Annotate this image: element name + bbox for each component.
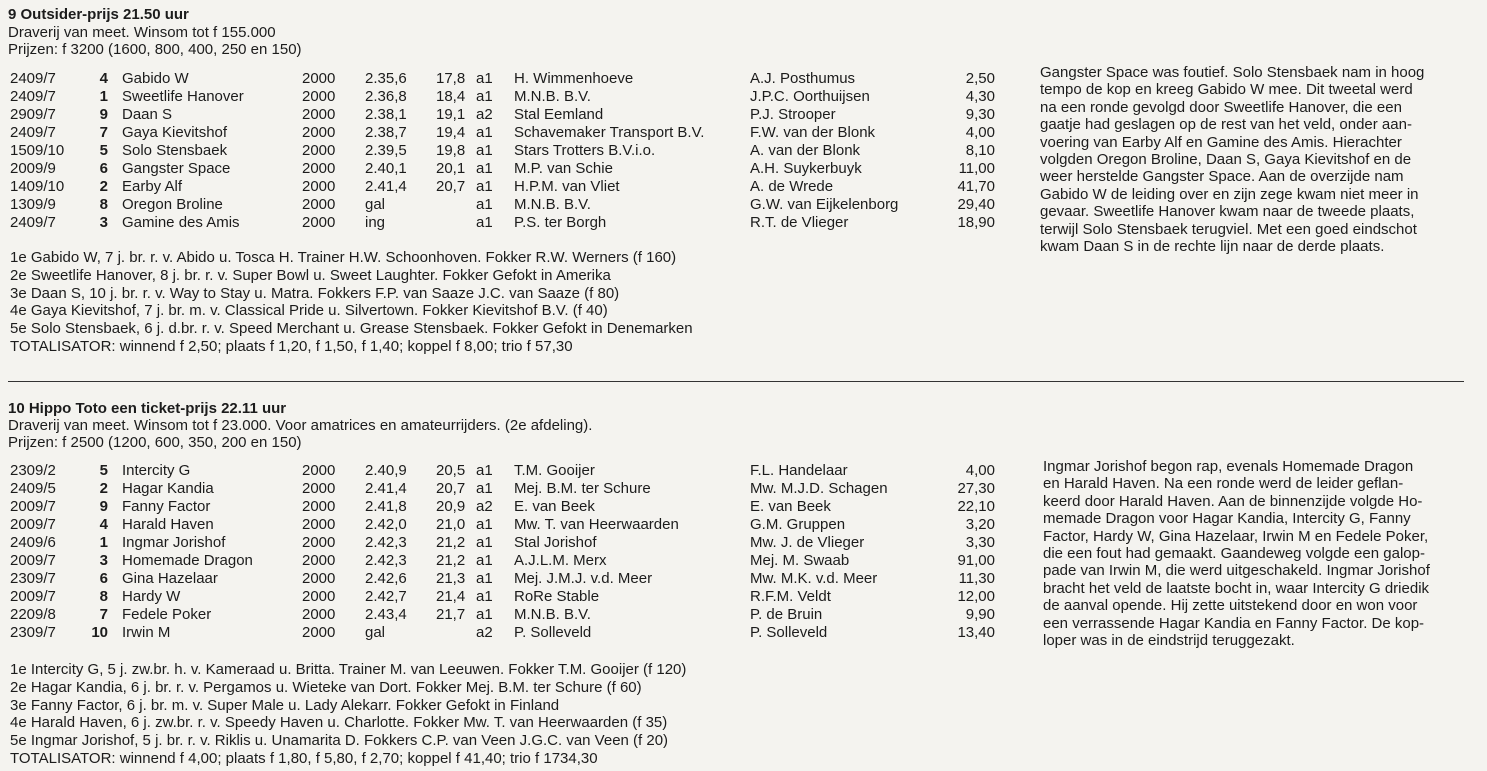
cell-owner: Schavemaker Transport B.V.: [514, 124, 705, 141]
cell-cl: a1: [476, 462, 493, 479]
cell-horse: Fanny Factor: [122, 498, 211, 515]
cell-driver: A. van der Blonk: [750, 142, 861, 159]
cell-odds: 22,10: [957, 498, 995, 515]
cell-cl: a1: [476, 606, 493, 623]
cell-owner: P.S. ter Borgh: [514, 214, 607, 231]
cell-rec: 18,4: [436, 88, 466, 105]
cell-date: 1409/10: [10, 178, 65, 195]
cell-time: 2.41,4: [365, 480, 407, 497]
cell-rec: 19,8: [436, 142, 466, 159]
cell-cl: a1: [476, 214, 493, 231]
cell-num: 3: [99, 552, 108, 569]
report-line: Ingmar Jorishof begon rap, evenals Homemade Dragon: [1043, 458, 1414, 475]
report-line: gaatje had geslagen op de rest van het veld, onder aan-: [1040, 116, 1412, 134]
cell-rec: 19,4: [436, 124, 466, 141]
cell-time: 2.41,8: [365, 498, 407, 515]
cell-horse: Intercity G: [122, 462, 191, 479]
cell-cl: a1: [476, 552, 493, 569]
race-report: [1040, 64, 1436, 255]
cell-dist: 2000: [302, 552, 336, 569]
cell-cl: a1: [476, 70, 493, 87]
cell-dist: 2000: [302, 160, 336, 177]
cell-num: 4: [99, 70, 108, 87]
cell-driver: Mw. M.K. v.d. Meer: [750, 570, 878, 587]
cell-date: 2309/7: [10, 570, 56, 587]
cell-horse: Gaya Kievitshof: [122, 124, 228, 141]
cell-date: 2009/7: [10, 588, 56, 605]
race-report: [1043, 458, 1439, 649]
placing-line: 3e Daan S, 10 j. br. r. v. Way to Stay u. Matra. Fokkers F.P. van Saaze J.C. van Saaze (f 80): [10, 284, 620, 302]
cell-rec: 19,1: [436, 106, 466, 123]
cell-horse: Solo Stensbaek: [122, 142, 228, 159]
cell-horse: Gina Hazelaar: [122, 570, 218, 587]
cell-num: 1: [99, 88, 108, 105]
cell-dist: 2000: [302, 106, 336, 123]
cell-num: 6: [99, 570, 108, 587]
cell-time: 2.42,0: [365, 516, 407, 533]
cell-driver: P. Solleveld: [750, 624, 828, 641]
cell-dist: 2000: [302, 516, 336, 533]
placing-line: 4e Gaya Kievitshof, 7 j. br. m. v. Classical Pride u. Silvertown. Fokker Kievitshof B.V. (f 40): [10, 302, 608, 320]
cell-time: 2.39,5: [365, 142, 407, 159]
cell-driver: F.L. Handelaar: [750, 462, 848, 479]
cell-driver: A.H. Suykerbuyk: [750, 160, 862, 177]
cell-dist: 2000: [302, 196, 336, 213]
report-line: gevaar. Sweetlife Hanover kwam naar de tweede plaats,: [1040, 203, 1415, 221]
cell-rec: 21,2: [436, 552, 466, 569]
cell-driver: G.M. Gruppen: [750, 516, 846, 533]
report-line: kwam Daan S in de rechte lijn naar de derde plaats.: [1040, 238, 1385, 256]
cell-owner: M.N.B. B.V.: [514, 196, 591, 213]
cell-owner: Stal Eemland: [514, 106, 604, 123]
cell-odds: 18,90: [957, 214, 995, 231]
cell-num: 2: [99, 178, 108, 195]
cell-owner: E. van Beek: [514, 498, 595, 515]
cell-dist: 2000: [302, 462, 336, 479]
cell-odds: 3,30: [965, 534, 995, 551]
cell-date: 2409/7: [10, 88, 56, 105]
placing-line: 2e Sweetlife Hanover, 8 j. br. r. v. Super Bowl u. Sweet Laughter. Fokker Gefokt in Amerika: [10, 266, 611, 284]
placing-line: 2e Hagar Kandia, 6 j. br. r. v. Pergamos u. Wieteke van Dort. Fokker Mej. B.M. ter Schure (f 60): [10, 678, 642, 696]
cell-date: 2209/8: [10, 606, 56, 623]
cell-odds: 11,30: [958, 570, 995, 587]
cell-odds: 2,50: [965, 70, 995, 87]
cell-odds: 27,30: [957, 480, 995, 497]
cell-date: 2409/6: [10, 534, 56, 551]
cell-num: 3: [99, 214, 108, 231]
cell-dist: 2000: [302, 214, 336, 231]
report-line: Factor, Hardy W, Gina Hazelaar, Irwin M en Fedele Poker,: [1043, 527, 1429, 545]
cell-cl: a1: [476, 160, 493, 177]
report-line: Gangster Space was foutief. Solo Stensbaek nam in hoog: [1040, 64, 1425, 81]
cell-num: 4: [99, 516, 108, 533]
cell-cl: a1: [476, 534, 493, 551]
cell-owner: M.P. van Schie: [514, 160, 613, 177]
section-divider: [8, 381, 1464, 382]
cell-dist: 2000: [302, 70, 336, 87]
cell-time: 2.43,4: [365, 606, 407, 623]
cell-owner: T.M. Gooijer: [514, 462, 595, 479]
cell-driver: E. van Beek: [750, 498, 831, 515]
cell-driver: A. de Wrede: [750, 178, 834, 195]
cell-time: 2.35,6: [365, 70, 407, 87]
cell-odds: 11,00: [958, 160, 995, 177]
cell-num: 6: [99, 160, 108, 177]
cell-odds: 41,70: [957, 178, 995, 195]
report-line: terwijl Solo Stensbaek terugviel. Met een goed eindschot: [1040, 220, 1417, 238]
cell-cl: a1: [476, 142, 493, 159]
cell-owner: Stars Trotters B.V.i.o.: [514, 142, 656, 159]
cell-rec: 20,1: [436, 160, 466, 177]
cell-horse: Earby Alf: [122, 178, 183, 195]
placing-line: 3e Fanny Factor, 6 j. br. m. v. Super Male u. Lady Alekarr. Fokker Gefokt in Finland: [10, 696, 560, 714]
cell-odds: 13,40: [957, 624, 995, 641]
cell-driver: R.F.M. Veldt: [750, 588, 831, 605]
cell-date: 2409/7: [10, 124, 56, 141]
race-conditions: Draverij van meet. Winsom tot f 155.000: [8, 24, 276, 41]
placing-line: 4e Harald Haven, 6 j. zw.br. r. v. Speedy Haven u. Charlotte. Fokker Mw. T. van Heerwaarden (f 35): [10, 714, 668, 732]
cell-owner: Stal Jorishof: [514, 534, 597, 551]
cell-odds: 9,90: [965, 606, 995, 623]
report-line: volgden Oregon Broline, Daan S, Gaya Kievitshof en de: [1040, 151, 1412, 169]
cell-num: 7: [99, 124, 108, 141]
cell-date: 2409/5: [10, 480, 56, 497]
race-section: [0, 395, 1487, 771]
report-line: pade van Irwin M, die werd uitgeschakeld. Ingmar Jorishof: [1043, 562, 1430, 580]
race-title: 10 Hippo Toto een ticket-prijs 22.11 uur: [8, 400, 287, 417]
cell-time: 2.38,7: [365, 124, 407, 141]
cell-dist: 2000: [302, 498, 336, 515]
cell-odds: 12,00: [957, 588, 995, 605]
cell-num: 7: [99, 606, 108, 623]
cell-num: 8: [99, 196, 108, 213]
cell-time: 2.40,9: [365, 462, 407, 479]
race-title: 9 Outsider-prijs 21.50 uur: [8, 6, 189, 23]
cell-dist: 2000: [302, 124, 336, 141]
cell-dist: 2000: [302, 624, 336, 641]
totalisator: TOTALISATOR: winnend f 2,50; plaats f 1,20, f 1,50, f 1,40; koppel f 8,00; trio f 57,30: [10, 338, 573, 355]
cell-time: gal: [365, 196, 386, 213]
cell-cl: a1: [476, 516, 493, 533]
placing-line: 1e Intercity G, 5 j. zw.br. h. v. Kameraad u. Britta. Trainer M. van Leeuwen. Fokker T.M. Gooijer (f 120): [10, 661, 687, 678]
cell-rec: 20,9: [436, 498, 466, 515]
cell-odds: 4,00: [965, 124, 995, 141]
cell-owner: Mej. J.M.J. v.d. Meer: [514, 570, 653, 587]
cell-driver: Mej. M. Swaab: [750, 552, 850, 569]
cell-num: 10: [91, 624, 108, 641]
cell-owner: A.J.L.M. Merx: [514, 552, 607, 569]
cell-owner: Mej. B.M. ter Schure: [514, 480, 651, 497]
cell-num: 9: [99, 106, 108, 123]
report-line: Gabido W de leiding over en zijn zege kwam niet meer in: [1040, 185, 1419, 203]
cell-time: ing: [365, 214, 386, 231]
cell-time: 2.42,3: [365, 534, 407, 551]
cell-owner: H.P.M. van Vliet: [514, 178, 620, 195]
cell-cl: a2: [476, 498, 493, 515]
cell-rec: 21,7: [436, 606, 466, 623]
cell-num: 1: [99, 534, 108, 551]
cell-num: 8: [99, 588, 108, 605]
cell-cl: a1: [476, 124, 493, 141]
cell-dist: 2000: [302, 178, 336, 195]
cell-num: 5: [99, 462, 108, 479]
cell-dist: 2000: [302, 570, 336, 587]
cell-driver: R.T. de Vlieger: [750, 214, 849, 231]
cell-time: 2.40,1: [365, 160, 407, 177]
cell-time: gal: [365, 624, 386, 641]
cell-cl: a1: [476, 88, 493, 105]
cell-date: 2009/7: [10, 516, 56, 533]
cell-time: 2.42,3: [365, 552, 407, 569]
cell-horse: Fedele Poker: [122, 606, 212, 623]
cell-rec: 21,3: [436, 570, 466, 587]
report-line: tempo de kop en kreeg Gabido W mee. Dit tweetal werd: [1040, 81, 1413, 99]
report-line: weer herstelde Gangster Space. Aan de overzijde nam: [1040, 168, 1404, 186]
cell-owner: RoRe Stable: [514, 588, 600, 605]
cell-horse: Sweetlife Hanover: [122, 88, 244, 105]
cell-dist: 2000: [302, 534, 336, 551]
cell-horse: Ingmar Jorishof: [122, 534, 226, 551]
cell-odds: 3,20: [965, 516, 995, 533]
cell-num: 2: [99, 480, 108, 497]
cell-dist: 2000: [302, 88, 336, 105]
cell-rec: 21,4: [436, 588, 466, 605]
cell-driver: P. de Bruin: [750, 606, 823, 623]
cell-date: 2909/7: [10, 106, 56, 123]
placing-line: 5e Ingmar Jorishof, 5 j. br. r. v. Riklis u. Unamarita D. Fokkers C.P. van Veen J.G.C. van Veen (f 20): [10, 732, 669, 750]
cell-date: 1309/9: [10, 196, 56, 213]
cell-odds: 4,30: [965, 88, 995, 105]
cell-horse: Hardy W: [122, 588, 181, 605]
cell-odds: 91,00: [957, 552, 995, 569]
race-section: [0, 0, 1487, 375]
cell-driver: Mw. M.J.D. Schagen: [750, 480, 888, 497]
totalisator: TOTALISATOR: winnend f 4,00; plaats f 1,80, f 5,80, f 2,70; koppel f 41,40; trio f 1734,30: [10, 750, 598, 767]
cell-time: 2.41,4: [365, 178, 407, 195]
race-prizes: Prijzen: f 2500 (1200, 600, 350, 200 en 150): [8, 434, 302, 451]
cell-odds: 9,30: [965, 106, 995, 123]
cell-rec: 20,7: [436, 480, 466, 497]
cell-dist: 2000: [302, 606, 336, 623]
cell-rec: 21,2: [436, 534, 466, 551]
report-line: en Harald Haven. Na een ronde werd de leider geflan-: [1043, 475, 1404, 493]
cell-odds: 8,10: [965, 142, 995, 159]
cell-horse: Homemade Dragon: [122, 552, 253, 569]
cell-odds: 4,00: [965, 462, 995, 479]
cell-cl: a2: [476, 624, 493, 641]
cell-cl: a1: [476, 480, 493, 497]
race-prizes: Prijzen: f 3200 (1600, 800, 400, 250 en 150): [8, 41, 302, 58]
cell-horse: Gabido W: [122, 70, 189, 87]
cell-date: 2009/7: [10, 552, 56, 569]
report-line: die een fout had gemaakt. Gaandeweg volgde een galop-: [1043, 545, 1425, 563]
cell-driver: F.W. van der Blonk: [750, 124, 876, 141]
cell-date: 2409/7: [10, 70, 56, 87]
report-line: memade Dragon voor Hagar Kandia, Intercity G, Fanny: [1043, 510, 1411, 528]
cell-horse: Oregon Broline: [122, 196, 223, 213]
cell-owner: P. Solleveld: [514, 624, 592, 641]
cell-num: 9: [99, 498, 108, 515]
cell-date: 2009/9: [10, 160, 56, 177]
cell-time: 2.38,1: [365, 106, 407, 123]
cell-owner: Mw. T. van Heerwaarden: [514, 516, 679, 533]
cell-dist: 2000: [302, 588, 336, 605]
cell-rec: 21,0: [436, 516, 466, 533]
cell-rec: 20,7: [436, 178, 466, 195]
cell-driver: J.P.C. Oorthuijsen: [750, 88, 870, 105]
cell-time: 2.42,7: [365, 588, 407, 605]
cell-cl: a1: [476, 570, 493, 587]
cell-driver: G.W. van Eijkelenborg: [750, 196, 899, 213]
cell-dist: 2000: [302, 142, 336, 159]
report-line: keerd door Harald Haven. Aan de binnenzijde volgde Ho-: [1043, 492, 1423, 510]
cell-driver: A.J. Posthumus: [750, 70, 856, 87]
cell-owner: H. Wimmenhoeve: [514, 70, 634, 87]
cell-cl: a1: [476, 196, 493, 213]
placing-line: 1e Gabido W, 7 j. br. r. v. Abido u. Tosca H. Trainer H.W. Schoonhoven. Fokker R.W. Werners (f 160): [10, 249, 677, 266]
placing-line: 5e Solo Stensbaek, 6 j. d.br. r. v. Speed Merchant u. Grease Stensbaek. Fokker Gefokt in Denemarken: [10, 320, 693, 338]
cell-num: 5: [99, 142, 108, 159]
report-line: bracht het veld de laatste bocht in, waar Intercity G driedik: [1043, 579, 1430, 597]
report-line: een verrassende Hagar Kandia en Fanny Factor. De kop-: [1043, 614, 1425, 632]
cell-date: 2409/7: [10, 214, 56, 231]
cell-date: 2309/7: [10, 624, 56, 641]
report-line: na een ronde gevolgd door Sweetlife Hanover, die een: [1040, 98, 1402, 116]
cell-driver: Mw. J. de Vlieger: [750, 534, 865, 551]
cell-odds: 29,40: [957, 196, 995, 213]
cell-dist: 2000: [302, 480, 336, 497]
cell-owner: M.N.B. B.V.: [514, 606, 591, 623]
cell-date: 2009/7: [10, 498, 56, 515]
cell-cl: a1: [476, 178, 493, 195]
cell-time: 2.42,6: [365, 570, 407, 587]
cell-owner: M.N.B. B.V.: [514, 88, 591, 105]
cell-horse: Hagar Kandia: [122, 480, 214, 497]
cell-horse: Gamine des Amis: [122, 214, 240, 231]
cell-horse: Harald Haven: [122, 516, 214, 533]
race-conditions: Draverij van meet. Winsom tot f 23.000. Voor amatrices en amateurrijders. (2e afdeling).: [8, 417, 593, 434]
cell-horse: Irwin M: [122, 624, 171, 641]
cell-driver: P.J. Strooper: [750, 106, 836, 123]
cell-horse: Gangster Space: [122, 160, 231, 177]
cell-cl: a2: [476, 106, 493, 123]
cell-rec: 17,8: [436, 70, 466, 87]
cell-date: 1509/10: [10, 142, 65, 159]
report-line: voering van Earby Alf en Gamine des Amis. Hierachter: [1040, 133, 1402, 151]
cell-horse: Daan S: [122, 106, 173, 123]
cell-time: 2.36,8: [365, 88, 407, 105]
report-line: de aanval opende. Hij zette uitstekend door en won voor: [1043, 597, 1418, 615]
cell-rec: 20,5: [436, 462, 466, 479]
cell-cl: a1: [476, 588, 493, 605]
cell-date: 2309/2: [10, 462, 56, 479]
report-line: loper was in de eindstrijd teruggezakt.: [1043, 632, 1295, 650]
